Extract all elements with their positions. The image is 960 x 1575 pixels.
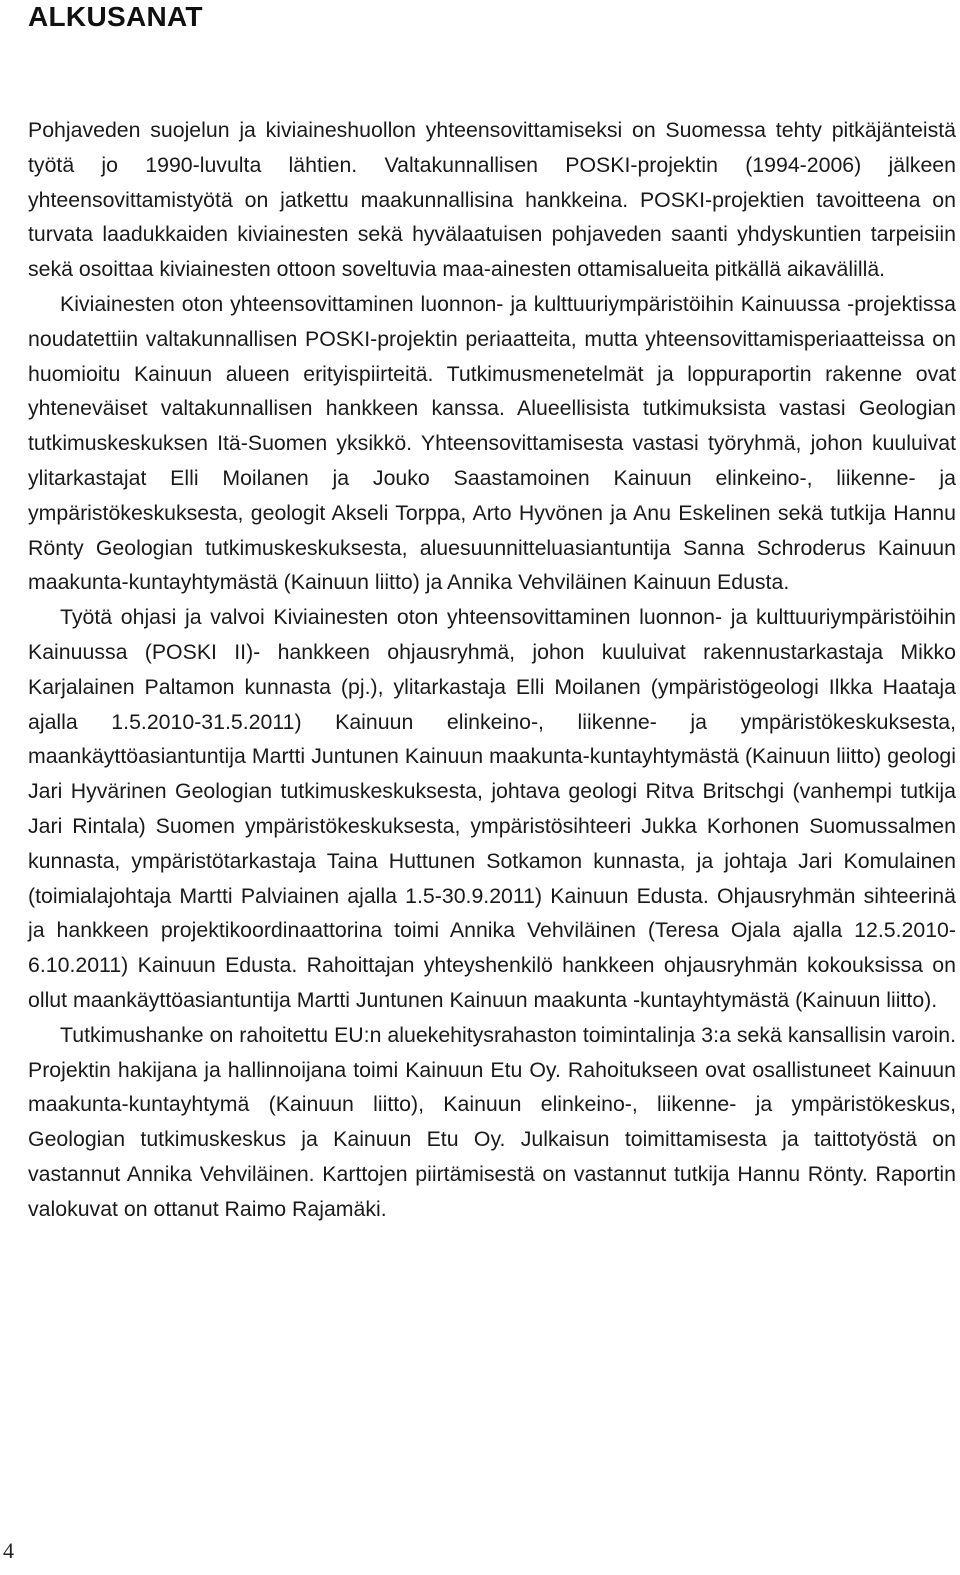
paragraph-4: Tutkimushanke on rahoitettu EU:n aluekehitysrahaston toimintalinja 3:a sekä kansallisin varoin. Projektin hakijana ja hallinnoijana toimi Kainuun Etu Oy. Rahoitukseen ovat osallistuneet Kainuun maakunta-kuntayhtymä (Kainuun liitto), Kainuun elinkeino-, liikenne- ja ympäristökeskus, Geologian tutkimuskeskus ja Kainuun Etu Oy. Julkaisun toimittamisesta ja taittotyöstä on vastannut Annika Vehviläinen. Karttojen piirtämisestä on vastannut tutkija Hannu Rönty. Raportin valokuvat on ottanut Raimo Rajamäki. [28, 1022, 956, 1221]
paragraph-3: Työtä ohjasi ja valvoi Kiviainesten oton yhteensovittaminen luonnon- ja kulttuuriympäristöihin Kainuussa (POSKI II)- hankkeen ohjausryhmä, johon kuuluivat rakennustarkastaja Mikko Karjalainen Paltamon kunnasta (pj.), ylitarkastaja Elli Moilanen (ympäristögeologi Ilkka Haataja ajalla 1.5.2010-31.5.2011) Kainuun elinkeino-, liikenne- ja ympäristökeskuksesta, maankäyttöasiantuntija Martti Juntunen Kainuun maakunta-kuntayhtymästä (Kainuun liitto) geologi Jari Hyvärinen Geologian tutkimuskeskuksesta, johtava geologi Ritva Britschgi (vanhempi tutkija Jari Rintala) Suomen ympäristökeskuksesta, ympäristösihteeri Jukka Korhonen Suomussalmen kunnasta, ympäristötarkastaja Taina Huttunen Sotkamon kunnasta, ja johtaja Jari Komulainen (toimialajohtaja Martti Palviainen ajalla 1.5-30.9.2011) Kainuun Edusta. Ohjausryhmän sihteerinä ja hankkeen projektikoordinaattorina toimi Annika Vehviläinen (Teresa Ojala ajalla 12.5.2010-6.10.2011) Kainuun Edusta. Rahoittajan yhteyshenkilö hankkeen ohjausryhmän kokouksissa on ollut maankäyttöasiantuntija Martti Juntunen Kainuun maakunta -kuntayhtymästä (Kainuun liitto). [28, 605, 956, 1012]
page-title: ALKUSANAT [28, 1, 203, 32]
paragraph-1: Pohjaveden suojelun ja kiviaineshuollon yhteensovittamiseksi on Suomessa tehty pitkäjänteistä työtä jo 1990-luvulta lähtien. Valtakunnallisen POSKI-projektin (1994-2006) jälkeen yhteensovittamistyötä on jatkettu maakunnallisina hankkeina. POSKI-projektien tavoitteena on turvata laadukkaiden kiviainesten sekä hyvälaatuisen pohjaveden saanti yhdyskuntien tarpeisiin sekä osoittaa kiviainesten ottoon soveltuvia maa-ainesten ottamisalueita pitkällä aikavälillä. [28, 118, 956, 282]
body-text [28, 113, 956, 1227]
paragraph-2: Kiviainesten oton yhteensovittaminen luonnon- ja kulttuuriympäristöihin Kainuussa -projektissa noudatettiin valtakunnallisen POSKI-projektin periaatteita, mutta yhteensovittamisperiaatteissa on huomioitu Kainuun alueen erityispiirteitä. Tutkimusmenetelmät ja loppuraportin rakenne ovat yhteneväiset valtakunnallisen hankkeen kanssa. Alueellisista tutkimuksista vastasi Geologian tutkimuskeskuksen Itä-Suomen yksikkö. Yhteensovittamisesta vastasi työryhmä, johon kuuluivat ylitarkastajat Elli Moilanen ja Jouko Saastamoinen Kainuun elinkeino-, liikenne- ja ympäristökeskuksesta, geologit Akseli Torppa, Arto Hyvönen ja Anu Eskelinen sekä tutkija Hannu Rönty Geologian tutkimuskeskuksesta, aluesuunnitteluasiantuntija Sanna Schroderus Kainuun maakunta-kuntayhtymästä (Kainuun liitto) ja Annika Vehviläinen Kainuun Edusta. [28, 291, 956, 595]
page-number: 4 [3, 1538, 14, 1563]
